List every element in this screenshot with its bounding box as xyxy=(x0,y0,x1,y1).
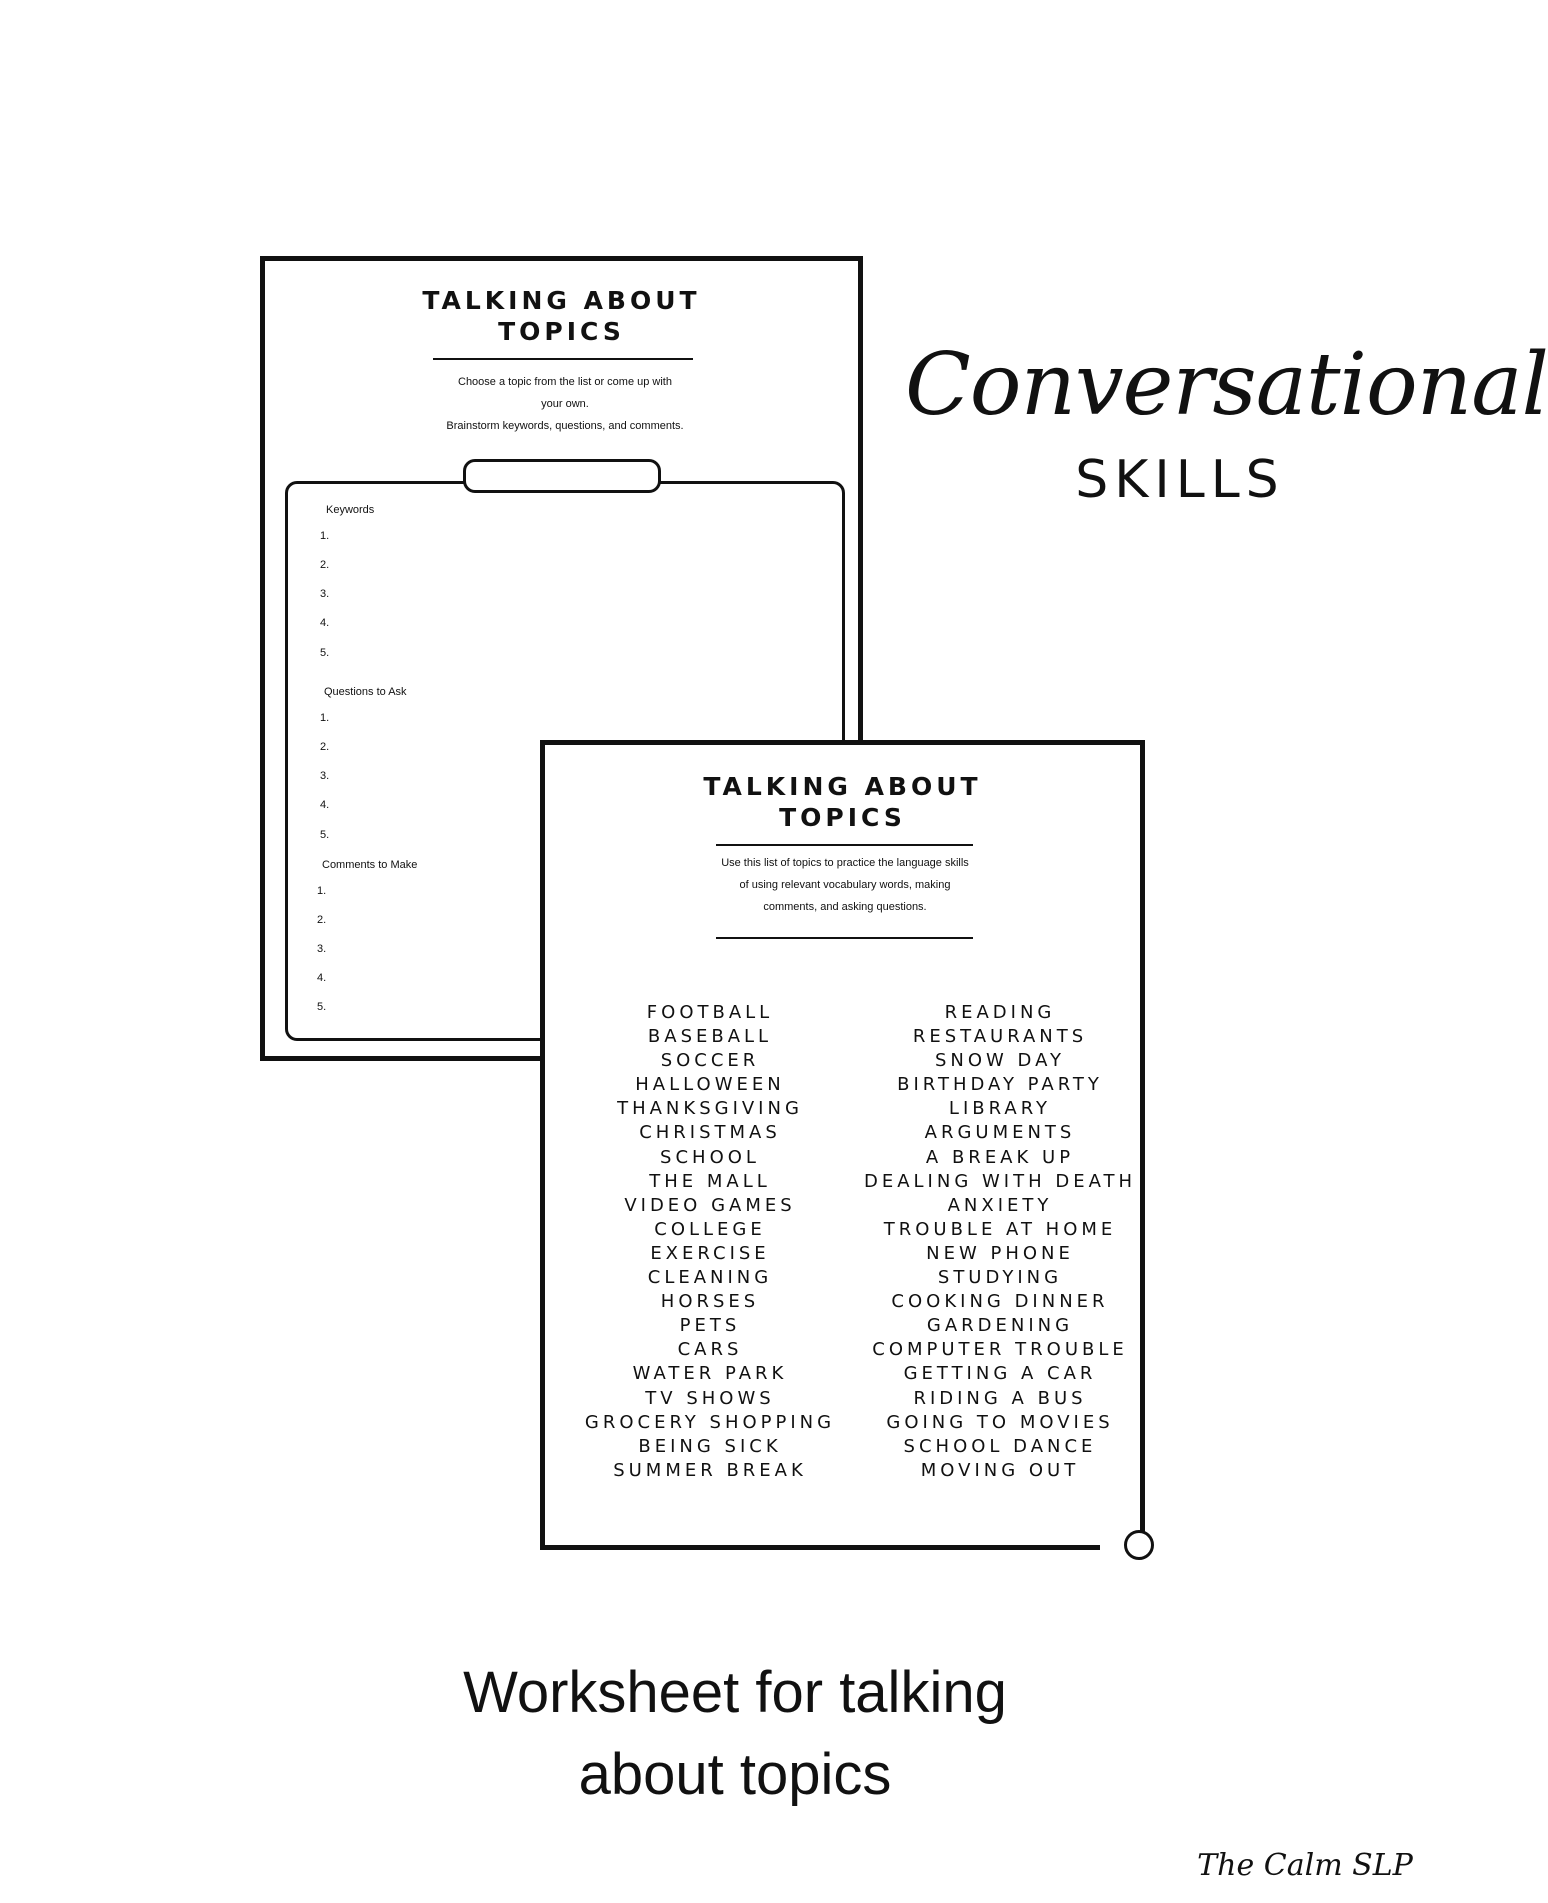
topic-name-tab xyxy=(463,459,661,493)
topic-item: THANKSGIVING xyxy=(617,1098,803,1120)
topic-item: RIDING A BUS xyxy=(913,1387,1087,1409)
comment-number: 4. xyxy=(317,972,327,984)
front-instruction-line: Use this list of topics to practice the language skills xyxy=(721,857,969,869)
front-title-line1: TALKING ABOUT xyxy=(703,772,982,801)
front-worksheet xyxy=(540,740,1145,1550)
skills-heading: SKILLS xyxy=(1075,450,1285,510)
topic-item: BEING SICK xyxy=(638,1435,782,1457)
comments-heading: Comments to Make xyxy=(322,859,418,871)
topic-item: COLLEGE xyxy=(654,1218,766,1240)
topic-item: VIDEO GAMES xyxy=(624,1194,796,1216)
back-instruction-line: your own. xyxy=(541,398,589,410)
topic-item: A BREAK UP xyxy=(925,1146,1075,1168)
front-instructions xyxy=(655,852,1035,918)
front-instruction-line: of using relevant vocabulary words, making xyxy=(739,879,951,891)
topic-item: CARS xyxy=(677,1339,743,1361)
front-title-line2: TOPICS xyxy=(779,803,906,832)
comment-number: 2. xyxy=(317,914,327,926)
corner-circle-ornament xyxy=(1124,1530,1154,1560)
signature: The Calm SLP xyxy=(1197,1848,1413,1883)
back-instruction-line: Choose a topic from the list or come up with xyxy=(458,376,672,388)
front-worksheet-title xyxy=(545,771,1140,833)
back-title-rule xyxy=(433,358,693,360)
topic-item: PETS xyxy=(679,1315,741,1337)
topic-item: THE MALL xyxy=(649,1170,771,1192)
keyword-number: 1. xyxy=(320,530,330,542)
keyword-number: 5. xyxy=(320,647,330,659)
keyword-number: 2. xyxy=(320,559,330,571)
comment-number: 5. xyxy=(317,1001,327,1013)
topic-item: CHRISTMAS xyxy=(639,1122,781,1144)
topic-item: COMPUTER TROUBLE xyxy=(872,1339,1128,1361)
comment-number: 3. xyxy=(317,943,327,955)
topic-item: BASEBALL xyxy=(647,1026,773,1048)
topic-item: SCHOOL xyxy=(660,1146,760,1168)
topic-item: TV SHOWS xyxy=(645,1387,775,1409)
questions-heading: Questions to Ask xyxy=(324,686,407,698)
topic-item: BIRTHDAY PARTY xyxy=(897,1074,1103,1096)
topic-item: SOCCER xyxy=(660,1050,760,1072)
comment-number: 1. xyxy=(317,885,327,897)
back-instruction-line: Brainstorm keywords, questions, and comments. xyxy=(446,420,684,432)
topic-item: CLEANING xyxy=(647,1267,773,1289)
front-instruction-line: comments, and asking questions. xyxy=(763,901,927,913)
question-number: 5. xyxy=(320,829,330,841)
front-instructions-rule xyxy=(716,937,973,939)
topics-list-left xyxy=(550,1001,870,1483)
topic-item: GOING TO MOVIES xyxy=(886,1411,1114,1433)
topic-item: FOOTBALL xyxy=(646,1002,774,1023)
topic-item: DEALING WITH DEATH xyxy=(863,1170,1137,1192)
topic-item: MOVING OUT xyxy=(920,1459,1080,1481)
topic-item: LIBRARY xyxy=(948,1098,1052,1120)
question-number: 1. xyxy=(320,712,330,724)
question-number: 4. xyxy=(320,799,330,811)
topic-item: SUMMER BREAK xyxy=(613,1459,807,1481)
conversational-heading: Conversational xyxy=(905,335,1548,435)
topic-item: TROUBLE AT HOME xyxy=(883,1218,1117,1240)
topic-item: GROCERY SHOPPING xyxy=(584,1411,836,1433)
back-title-line2: TOPICS xyxy=(498,317,625,346)
caption-line1: Worksheet for talking xyxy=(463,1660,1007,1725)
topic-item: HALLOWEEN xyxy=(635,1074,785,1096)
topic-item: SNOW DAY xyxy=(934,1050,1066,1072)
topic-item: COOKING DINNER xyxy=(891,1291,1109,1313)
topic-item: ANXIETY xyxy=(947,1194,1053,1216)
keywords-heading: Keywords xyxy=(326,504,375,516)
question-number: 3. xyxy=(320,770,330,782)
back-instructions xyxy=(385,371,745,437)
keyword-number: 4. xyxy=(320,617,330,629)
topic-item: SCHOOL DANCE xyxy=(903,1435,1097,1457)
topic-item: WATER PARK xyxy=(632,1363,788,1385)
topic-item: GARDENING xyxy=(926,1315,1074,1337)
back-worksheet-title xyxy=(265,285,858,347)
front-title-rule xyxy=(716,844,973,846)
caption-line2: about topics xyxy=(578,1742,892,1807)
caption xyxy=(335,1652,1135,1816)
topic-item: READING xyxy=(944,1002,1056,1023)
topic-item: NEW PHONE xyxy=(926,1242,1074,1264)
topic-item: GETTING A CAR xyxy=(903,1363,1097,1385)
topic-item: RESTAURANTS xyxy=(912,1026,1088,1048)
topic-item: STUDYING xyxy=(937,1267,1063,1289)
topics-list-right xyxy=(840,1001,1160,1483)
back-title-line1: TALKING ABOUT xyxy=(422,286,701,315)
topic-item: ARGUMENTS xyxy=(924,1122,1076,1144)
topic-item: HORSES xyxy=(660,1291,760,1313)
keyword-number: 3. xyxy=(320,588,330,600)
topic-item: EXERCISE xyxy=(650,1242,770,1264)
question-number: 2. xyxy=(320,741,330,753)
